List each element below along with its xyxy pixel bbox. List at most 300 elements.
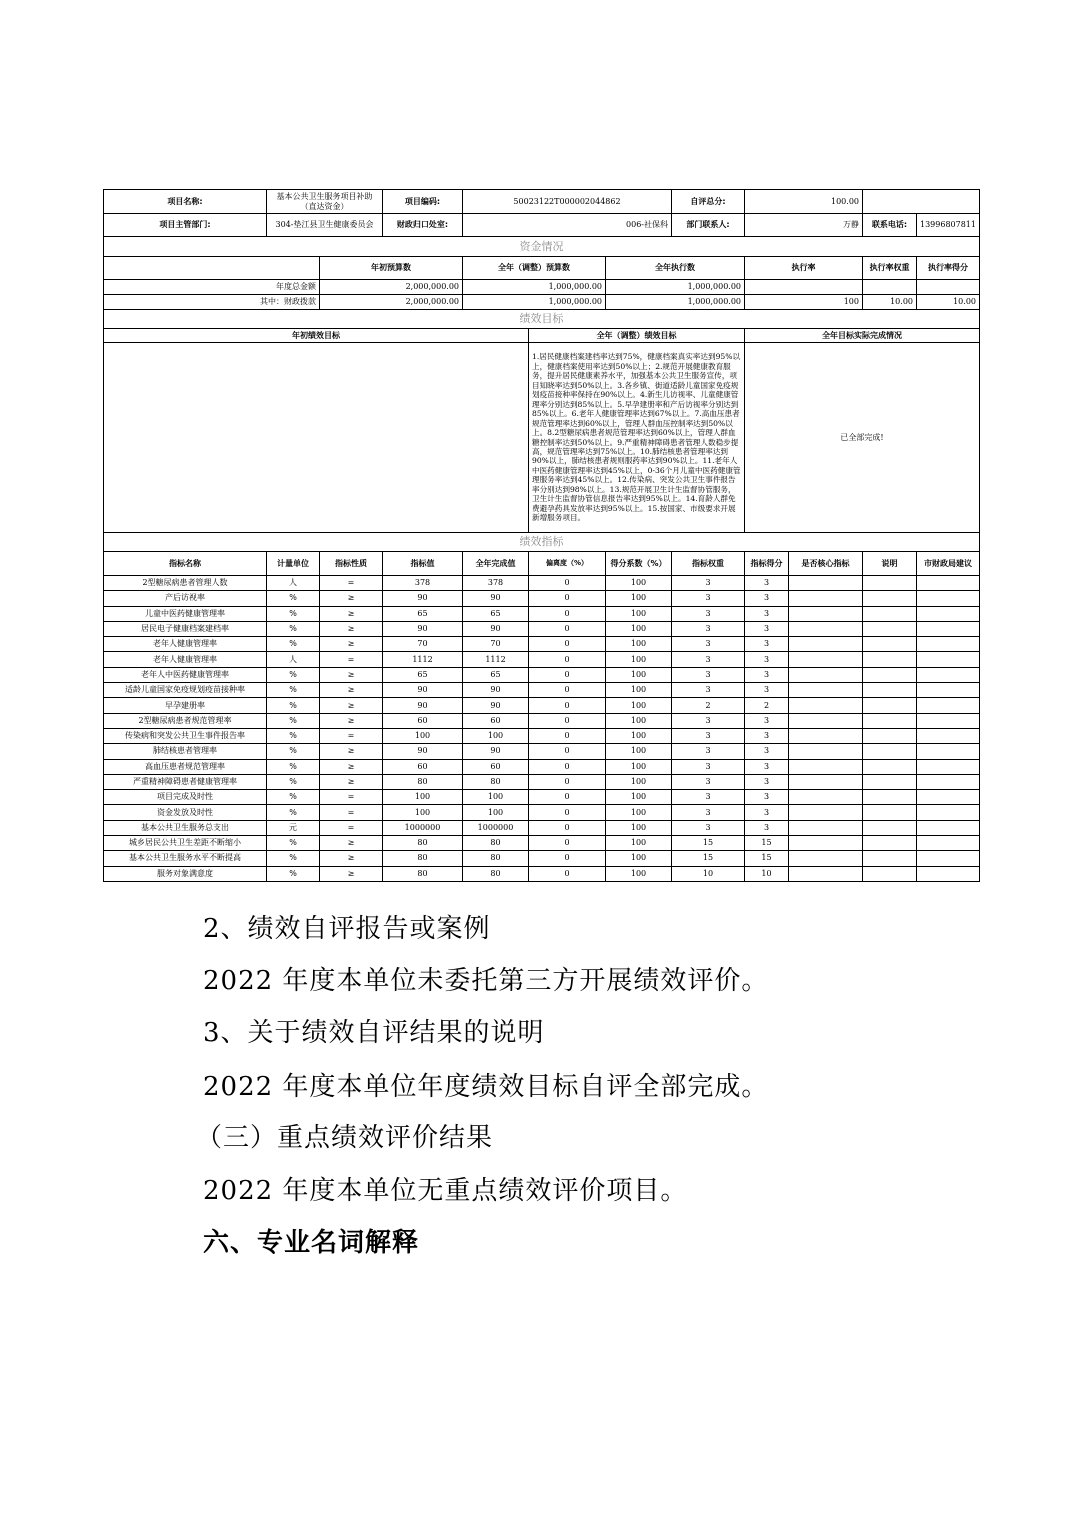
indicator-note (863, 606, 917, 621)
indicator-coefficient: 100 (606, 728, 672, 743)
indicator-score: 3 (745, 652, 789, 667)
indicator-deviation: 0 (529, 637, 606, 652)
indicator-name: 2型糖尿病患者规范管理率 (104, 713, 267, 728)
indicator-target: 80 (383, 866, 463, 881)
indicator-row (104, 836, 980, 851)
indicator-note (863, 683, 917, 698)
indicator-core (789, 713, 863, 728)
indicator-unit: % (267, 667, 320, 682)
indicator-coefficient: 100 (606, 606, 672, 621)
indicator-name: 产后访视率 (104, 591, 267, 606)
indicator-suggestion (917, 621, 980, 636)
indicator-row (104, 744, 980, 759)
indicator-deviation: 0 (529, 790, 606, 805)
indicator-unit: % (267, 683, 320, 698)
indicator-note (863, 759, 917, 774)
indicator-actual: 90 (463, 698, 529, 713)
indicator-score: 3 (745, 576, 789, 591)
indicator-score: 2 (745, 698, 789, 713)
ind-header: 指标得分 (745, 552, 789, 576)
indicator-deviation: 0 (529, 713, 606, 728)
indicators-section-title: 绩效指标 (104, 533, 980, 552)
indicator-weight: 3 (672, 591, 745, 606)
indicator-actual: 1000000 (463, 820, 529, 835)
indicator-suggestion (917, 606, 980, 621)
funds-header-executed: 全年执行数 (606, 257, 745, 280)
funds-row-label: 年度总金额 (104, 280, 320, 295)
indicator-score: 3 (745, 744, 789, 759)
contact-value: 万静 (745, 214, 863, 237)
indicator-core (789, 836, 863, 851)
indicator-nature: ≥ (320, 667, 383, 682)
goals-header-actual: 全年目标实际完成情况 (745, 329, 980, 343)
funds-header-initial: 年初预算数 (320, 257, 463, 280)
indicator-target: 100 (383, 790, 463, 805)
para-report-title: 2、绩效自评报告或案例 (203, 914, 491, 944)
indicator-weight: 2 (672, 698, 745, 713)
funds-row-score: 10.00 (917, 295, 980, 310)
indicator-target: 90 (383, 591, 463, 606)
para-result-title: 3、关于绩效自评结果的说明 (203, 1018, 545, 1048)
indicator-score: 15 (745, 851, 789, 866)
indicator-row (104, 606, 980, 621)
indicator-core (789, 698, 863, 713)
indicator-actual: 60 (463, 713, 529, 728)
indicator-deviation: 0 (529, 683, 606, 698)
indicator-suggestion (917, 820, 980, 835)
indicator-name: 适龄儿童国家免疫规划疫苗接种率 (104, 683, 267, 698)
para-report-text: 2022 年度本单位未委托第三方开展绩效评价。 (203, 966, 769, 996)
indicator-weight: 15 (672, 851, 745, 866)
indicator-score: 3 (745, 790, 789, 805)
indicator-nature: ≥ (320, 621, 383, 636)
indicator-target: 70 (383, 637, 463, 652)
indicator-note (863, 667, 917, 682)
contact-label: 部门联系人: (672, 214, 745, 237)
indicator-unit: 元 (267, 820, 320, 835)
goals-header-initial: 年初绩效目标 (104, 329, 529, 343)
indicator-note (863, 637, 917, 652)
indicator-score: 3 (745, 621, 789, 636)
indicator-actual: 378 (463, 576, 529, 591)
indicator-name: 高血压患者规范管理率 (104, 759, 267, 774)
dept-value: 304-垫江县卫生健康委员会 (267, 214, 383, 237)
self-score-label: 自评总分: (672, 190, 745, 214)
indicator-core (789, 820, 863, 835)
indicator-coefficient: 100 (606, 591, 672, 606)
indicator-deviation: 0 (529, 836, 606, 851)
indicator-deviation: 0 (529, 820, 606, 835)
indicator-core (789, 683, 863, 698)
indicator-suggestion (917, 836, 980, 851)
indicator-core (789, 790, 863, 805)
indicator-row (104, 820, 980, 835)
indicator-nature: ≥ (320, 774, 383, 789)
indicator-name: 严重精神障碍患者健康管理率 (104, 774, 267, 789)
indicator-suggestion (917, 774, 980, 789)
indicator-coefficient: 100 (606, 576, 672, 591)
office-label: 财政归口处室: (383, 214, 463, 237)
para-key-eval-text: 2022 年度本单位无重点绩效评价项目。 (203, 1176, 688, 1206)
indicator-target: 80 (383, 851, 463, 866)
indicator-unit: % (267, 744, 320, 759)
indicator-unit: % (267, 713, 320, 728)
indicator-suggestion (917, 866, 980, 881)
indicator-unit: % (267, 621, 320, 636)
project-code-value: 50023122T000002044862 (463, 190, 672, 214)
indicator-deviation: 0 (529, 728, 606, 743)
indicator-note (863, 576, 917, 591)
self-score-value: 100.00 (745, 190, 863, 214)
indicator-suggestion (917, 790, 980, 805)
indicator-core (789, 667, 863, 682)
funds-row-weight: 10.00 (863, 295, 917, 310)
funds-header-blank (104, 257, 320, 280)
indicator-core (789, 759, 863, 774)
indicator-nature: = (320, 728, 383, 743)
indicator-deviation: 0 (529, 774, 606, 789)
indicator-note (863, 713, 917, 728)
indicator-unit: % (267, 728, 320, 743)
indicator-weight: 3 (672, 744, 745, 759)
project-name-value: 基本公共卫生服务项目补助（直达资金） (267, 190, 383, 214)
indicator-coefficient: 100 (606, 759, 672, 774)
indicator-name: 2型糖尿病患者管理人数 (104, 576, 267, 591)
indicator-unit: % (267, 759, 320, 774)
indicator-name: 老年人中医药健康管理率 (104, 667, 267, 682)
indicator-deviation: 0 (529, 805, 606, 820)
indicator-suggestion (917, 728, 980, 743)
indicator-suggestion (917, 576, 980, 591)
indicator-row (104, 698, 980, 713)
indicator-deviation: 0 (529, 576, 606, 591)
indicator-target: 1000000 (383, 820, 463, 835)
indicator-coefficient: 100 (606, 836, 672, 851)
indicator-weight: 3 (672, 637, 745, 652)
indicator-deviation: 0 (529, 866, 606, 881)
indicator-actual: 100 (463, 805, 529, 820)
indicator-nature: ≥ (320, 759, 383, 774)
indicator-unit: 人 (267, 576, 320, 591)
indicator-actual: 90 (463, 621, 529, 636)
funds-row-weight (863, 280, 917, 295)
para-key-eval-title: （三）重点绩效评价结果 (196, 1123, 494, 1153)
indicator-nature: ≥ (320, 637, 383, 652)
indicator-score: 3 (745, 667, 789, 682)
indicator-name: 老年人健康管理率 (104, 637, 267, 652)
indicator-coefficient: 100 (606, 667, 672, 682)
indicator-row (104, 621, 980, 636)
indicator-score: 3 (745, 759, 789, 774)
indicator-coefficient: 100 (606, 683, 672, 698)
indicator-weight: 3 (672, 805, 745, 820)
indicators-body (104, 576, 980, 882)
funds-row-initial: 2,000,000.00 (320, 295, 463, 310)
empty-cell (863, 190, 980, 214)
indicator-row (104, 652, 980, 667)
indicator-weight: 3 (672, 652, 745, 667)
phone-label: 联系电话: (863, 214, 917, 237)
indicator-nature: ≥ (320, 606, 383, 621)
indicator-deviation: 0 (529, 667, 606, 682)
indicator-coefficient: 100 (606, 652, 672, 667)
indicator-row (104, 637, 980, 652)
ind-header: 全年完成值 (463, 552, 529, 576)
indicator-suggestion (917, 637, 980, 652)
indicator-coefficient: 100 (606, 805, 672, 820)
indicator-suggestion (917, 744, 980, 759)
indicator-suggestion (917, 683, 980, 698)
indicator-score: 3 (745, 713, 789, 728)
indicator-target: 100 (383, 728, 463, 743)
funds-row-adjusted: 1,000,000.00 (463, 295, 606, 310)
ind-header: 计量单位 (267, 552, 320, 576)
indicator-note (863, 698, 917, 713)
funds-row-rate (745, 280, 863, 295)
funds-header-adjusted: 全年（调整）预算数 (463, 257, 606, 280)
indicator-unit: % (267, 637, 320, 652)
indicator-actual: 1112 (463, 652, 529, 667)
indicator-core (789, 637, 863, 652)
indicator-target: 100 (383, 805, 463, 820)
indicator-weight: 3 (672, 606, 745, 621)
indicator-coefficient: 100 (606, 774, 672, 789)
indicator-nature: ≥ (320, 713, 383, 728)
indicator-nature: ≥ (320, 851, 383, 866)
goals-initial-text (104, 343, 529, 533)
funds-header-score: 执行率得分 (917, 257, 980, 280)
ind-header: 是否核心指标 (789, 552, 863, 576)
indicator-coefficient: 100 (606, 851, 672, 866)
indicator-deviation: 0 (529, 759, 606, 774)
indicator-deviation: 0 (529, 698, 606, 713)
indicator-core (789, 728, 863, 743)
indicator-row (104, 774, 980, 789)
indicator-actual: 80 (463, 866, 529, 881)
indicator-target: 90 (383, 683, 463, 698)
funds-section-title: 资金情况 (104, 237, 980, 257)
indicator-suggestion (917, 667, 980, 682)
indicator-weight: 3 (672, 683, 745, 698)
indicator-weight: 3 (672, 713, 745, 728)
ind-header: 指标性质 (320, 552, 383, 576)
indicator-score: 3 (745, 683, 789, 698)
indicator-coefficient: 100 (606, 698, 672, 713)
indicator-note (863, 728, 917, 743)
goals-actual-text: 已全部完成! (745, 343, 980, 533)
indicator-row (104, 713, 980, 728)
indicator-note (863, 820, 917, 835)
indicator-suggestion (917, 759, 980, 774)
funds-row-label: 其中：财政拨款 (104, 295, 320, 310)
ind-header: 指标值 (383, 552, 463, 576)
goals-section-title: 绩效目标 (104, 310, 980, 329)
indicator-name: 居民电子健康档案建档率 (104, 621, 267, 636)
indicator-core (789, 744, 863, 759)
para-result-text: 2022 年度本单位年度绩效目标自评全部完成。 (203, 1072, 769, 1102)
indicator-suggestion (917, 698, 980, 713)
indicator-nature: = (320, 820, 383, 835)
indicator-actual: 90 (463, 683, 529, 698)
indicator-name: 传染病和突发公共卫生事件报告率 (104, 728, 267, 743)
indicator-name: 城乡居民公共卫生差距不断缩小 (104, 836, 267, 851)
indicator-weight: 3 (672, 774, 745, 789)
indicator-actual: 80 (463, 836, 529, 851)
indicator-core (789, 591, 863, 606)
indicator-weight: 3 (672, 667, 745, 682)
indicator-score: 3 (745, 606, 789, 621)
indicator-score: 3 (745, 774, 789, 789)
indicator-deviation: 0 (529, 744, 606, 759)
indicator-suggestion (917, 591, 980, 606)
indicator-unit: % (267, 790, 320, 805)
indicator-score: 15 (745, 836, 789, 851)
indicator-nature: = (320, 652, 383, 667)
indicator-name: 早孕建册率 (104, 698, 267, 713)
indicator-weight: 3 (672, 728, 745, 743)
indicator-target: 65 (383, 606, 463, 621)
indicator-core (789, 866, 863, 881)
ind-header: 市财政局建议 (917, 552, 980, 576)
indicator-name: 肺结核患者管理率 (104, 744, 267, 759)
indicator-note (863, 652, 917, 667)
indicator-target: 1112 (383, 652, 463, 667)
indicator-weight: 10 (672, 866, 745, 881)
indicator-target: 60 (383, 759, 463, 774)
funds-row-score (917, 280, 980, 295)
goals-adjusted-text: 1.居民健康档案建档率达到75%，健康档案真实率达到95%以上，健康档案使用率达到50%以上；2.规范开展健康教育服务，提升居民健康素养水平，加强基本公共卫生服务宣传，项目知晓率达到50%以上。3.各乡镇、街道适龄儿童国家免疫规划疫苗接种率保持在90%以上。4.新生儿访视率、儿童健康管理率分别达到85%以上。5.早孕建册率和产后访视率分别达到85%以上。6.老年人健康管理率达到67%以上。7.高血压患者规范管理率达到60%以上，管理人群血压控制率达到50%以上。8.2型糖尿病患者规范管理率达到60%以上，管理人群血糖控制率达到50%以上。9.严重精神障碍患者管理人数稳步提高，规范管理率达到75%以上。10.肺结核患者管理率达到90%以上，肺结核患者规则服药率达到90%以上。11.老年人中医药健康管理率达到45%以上，0-36个月儿童中医药健康管理服务率达到45%以上。12.传染病、突发公共卫生事件报告率分别达到98%以上。13.规范开展卫生计生监督协管服务，卫生计生监督协管信息报告率达到95%以上。14.育龄人群免费避孕药具发放率达到95%以上。15.按国家、市级要求开展新增服务项目。 (529, 343, 745, 533)
indicator-core (789, 621, 863, 636)
indicator-nature: ≥ (320, 866, 383, 881)
indicator-nature: ≥ (320, 744, 383, 759)
indicator-note (863, 621, 917, 636)
indicator-note (863, 591, 917, 606)
indicator-actual: 60 (463, 759, 529, 774)
indicator-unit: % (267, 698, 320, 713)
indicator-unit: % (267, 851, 320, 866)
phone-value: 13996807811 (917, 214, 980, 237)
indicator-unit: % (267, 805, 320, 820)
ind-header: 说明 (863, 552, 917, 576)
indicator-actual: 70 (463, 637, 529, 652)
indicator-coefficient: 100 (606, 820, 672, 835)
indicator-core (789, 805, 863, 820)
indicator-core (789, 851, 863, 866)
indicator-unit: % (267, 774, 320, 789)
funds-header-rate: 执行率 (745, 257, 863, 280)
indicator-name: 儿童中医药健康管理率 (104, 606, 267, 621)
indicator-name: 基本公共卫生服务水平不断提高 (104, 851, 267, 866)
indicator-weight: 3 (672, 759, 745, 774)
indicator-unit: % (267, 591, 320, 606)
indicator-coefficient: 100 (606, 866, 672, 881)
dept-label: 项目主管部门: (104, 214, 267, 237)
indicator-row (104, 805, 980, 820)
indicator-nature: = (320, 576, 383, 591)
indicator-name: 服务对象满意度 (104, 866, 267, 881)
section-heading-terms: 六、专业名词解释 (203, 1228, 420, 1258)
indicator-deviation: 0 (529, 851, 606, 866)
indicator-suggestion (917, 851, 980, 866)
indicator-coefficient: 100 (606, 713, 672, 728)
indicator-row (104, 683, 980, 698)
indicator-core (789, 652, 863, 667)
project-code-label: 项目编码: (383, 190, 463, 214)
ind-header: 偏离度（%） (529, 552, 606, 576)
indicator-row (104, 667, 980, 682)
indicator-coefficient: 100 (606, 637, 672, 652)
indicator-nature: ≥ (320, 836, 383, 851)
indicator-score: 3 (745, 805, 789, 820)
indicator-coefficient: 100 (606, 621, 672, 636)
indicator-target: 90 (383, 621, 463, 636)
indicator-core (789, 774, 863, 789)
indicator-note (863, 866, 917, 881)
indicator-suggestion (917, 713, 980, 728)
ind-header: 指标权重 (672, 552, 745, 576)
ind-header: 指标名称 (104, 552, 267, 576)
indicator-note (863, 836, 917, 851)
indicator-unit: 人 (267, 652, 320, 667)
indicator-deviation: 0 (529, 652, 606, 667)
indicator-score: 3 (745, 637, 789, 652)
indicator-weight: 3 (672, 621, 745, 636)
indicator-unit: % (267, 836, 320, 851)
indicator-score: 10 (745, 866, 789, 881)
indicator-deviation: 0 (529, 606, 606, 621)
office-value: 006-社保科 (463, 214, 672, 237)
indicator-deviation: 0 (529, 621, 606, 636)
indicator-note (863, 790, 917, 805)
indicator-core (789, 606, 863, 621)
indicator-actual: 90 (463, 744, 529, 759)
funds-row-executed: 1,000,000.00 (606, 280, 745, 295)
indicator-score: 3 (745, 728, 789, 743)
indicator-weight: 15 (672, 836, 745, 851)
indicator-core (789, 576, 863, 591)
indicator-weight: 3 (672, 576, 745, 591)
funds-row-executed: 1,000,000.00 (606, 295, 745, 310)
indicator-target: 80 (383, 836, 463, 851)
indicator-suggestion (917, 805, 980, 820)
funds-row-rate: 100 (745, 295, 863, 310)
indicator-name: 项目完成及时性 (104, 790, 267, 805)
ind-header: 得分系数（%） (606, 552, 672, 576)
goals-header-adjusted: 全年（调整）绩效目标 (529, 329, 745, 343)
indicator-target: 90 (383, 698, 463, 713)
indicator-suggestion (917, 652, 980, 667)
indicator-row (104, 851, 980, 866)
indicator-actual: 100 (463, 728, 529, 743)
indicator-note (863, 851, 917, 866)
indicator-row (104, 790, 980, 805)
indicator-weight: 3 (672, 790, 745, 805)
indicator-target: 80 (383, 774, 463, 789)
funds-row-initial: 2,000,000.00 (320, 280, 463, 295)
indicator-actual: 65 (463, 606, 529, 621)
indicator-coefficient: 100 (606, 744, 672, 759)
indicator-actual: 80 (463, 774, 529, 789)
indicator-note (863, 805, 917, 820)
indicator-nature: ≥ (320, 698, 383, 713)
funds-row-adjusted: 1,000,000.00 (463, 280, 606, 295)
indicator-target: 60 (383, 713, 463, 728)
indicator-row (104, 728, 980, 743)
indicator-row (104, 866, 980, 881)
indicator-note (863, 774, 917, 789)
indicator-row (104, 759, 980, 774)
indicator-target: 90 (383, 744, 463, 759)
